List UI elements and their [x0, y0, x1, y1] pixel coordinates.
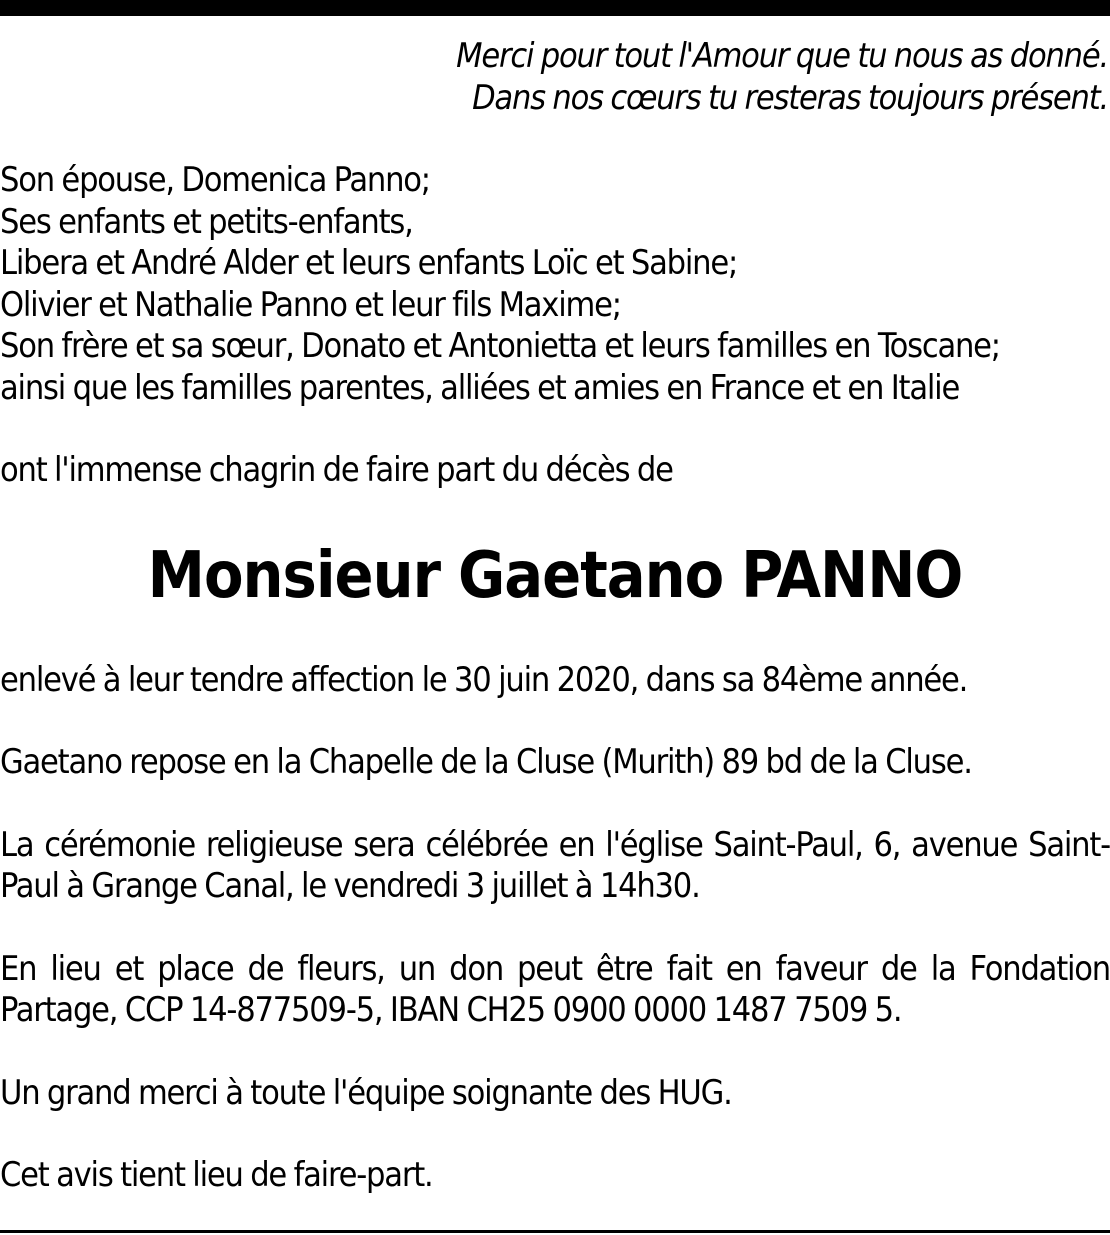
family-line-panno: Olivier et Nathalie Panno et leur fils Maxime;: [0, 284, 621, 325]
bottom-border-rule: [0, 1230, 1110, 1233]
death-paragraph: enlevé à leur tendre affection le 30 juin 2020, dans sa 84ème année.: [0, 659, 968, 700]
obituary-notice: [0, 36, 1110, 1197]
epigraph-line-2: Dans nos cœurs tu resteras toujours présent.: [472, 77, 1108, 118]
top-border-rule: [0, 0, 1110, 16]
deceased-name: Monsieur Gaetano PANNO: [147, 538, 963, 613]
family-line-children: Ses enfants et petits-enfants,: [0, 201, 413, 242]
notice-paragraph: Cet avis tient lieu de faire-part.: [0, 1155, 433, 1195]
epigraph-line-1: Merci pour tout l'Amour que tu nous as donné.: [456, 36, 1108, 76]
epigraph: [0, 36, 1110, 119]
donation-paragraph: En lieu et place de fleurs, un don peut être fait en faveur de la Fondation Partage, CCP 14-877509-5, IBAN CH25 0900 0000 1487 7509 5.: [0, 948, 1110, 1030]
family-line-alder: Libera et André Alder et leurs enfants Loïc et Sabine;: [0, 243, 738, 283]
family-list: [0, 160, 1110, 409]
chapel-paragraph: Gaetano repose en la Chapelle de la Cluse (Murith) 89 bd de la Cluse.: [0, 742, 972, 782]
family-line-relatives: ainsi que les familles parentes, alliées et amies en France et en Italie: [0, 367, 960, 408]
family-line-siblings: Son frère et sa sœur, Donato et Antonietta et leurs familles en Toscane;: [0, 326, 1000, 366]
announcement: ont l'immense chagrin de faire part du décès de: [0, 450, 673, 490]
family-line-spouse: Son épouse, Domenica Panno;: [0, 160, 430, 200]
ceremony-paragraph: La cérémonie religieuse sera célébrée en l'église Saint-Paul, 6, avenue Saint-Paul à Grange Canal, le vendredi 3 juillet à 14h30.: [0, 824, 1110, 906]
thanks-paragraph: Un grand merci à toute l'équipe soignante des HUG.: [0, 1072, 732, 1113]
